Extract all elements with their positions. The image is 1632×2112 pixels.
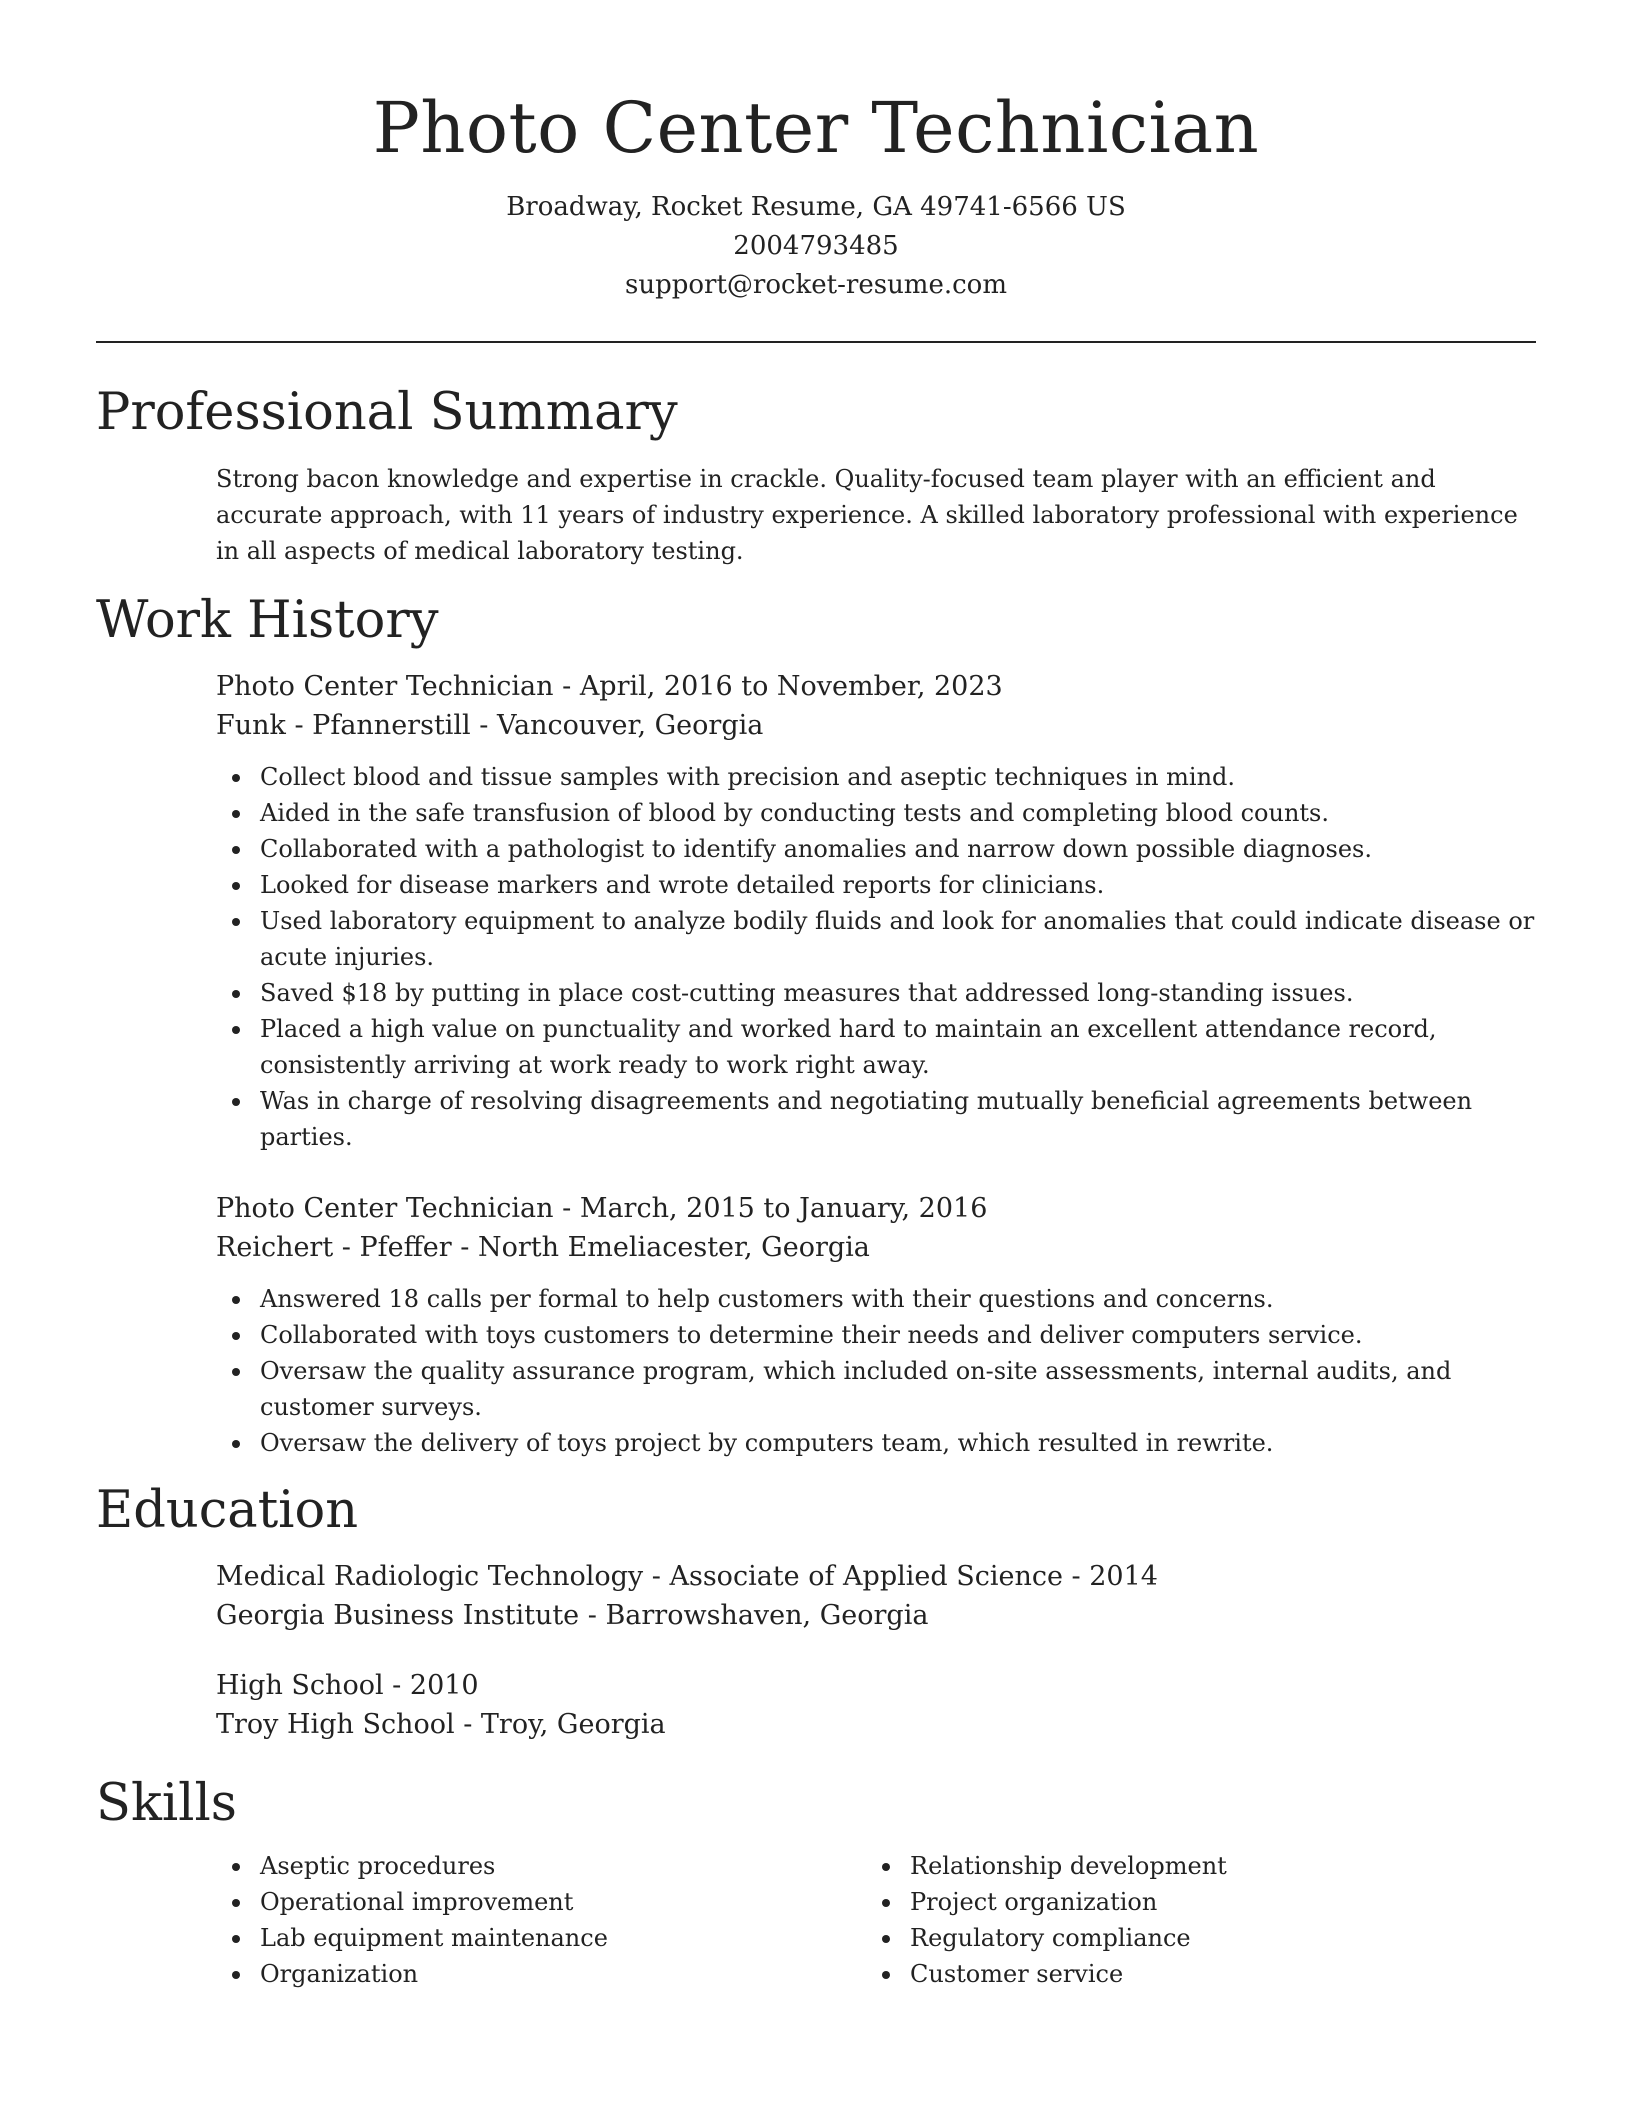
- resume-header: [96, 0, 1536, 305]
- job-position: Photo Center Technician: [216, 671, 554, 702]
- skill-item: Operational improvement: [216, 1884, 866, 1920]
- work-history-heading: Work History: [96, 591, 439, 650]
- education-heading: Education: [96, 1481, 359, 1540]
- skill-item: Lab equipment maintenance: [216, 1920, 866, 1956]
- list-item: Collaborated with a pathologist to identify anomalies and narrow down possible diagnoses.: [216, 831, 1536, 867]
- job-duties-list: [216, 1281, 1536, 1461]
- job-company: Reichert - Pfeffer: [216, 1232, 452, 1263]
- list-item: Oversaw the quality assurance program, which included on-site assessments, internal audits, and customer surveys.: [216, 1353, 1536, 1425]
- contact-phone: 2004793485: [733, 231, 899, 261]
- work-history-section: [216, 667, 1536, 1461]
- education-school: Troy High School: [216, 1709, 455, 1740]
- skills-section: [216, 1848, 1536, 1992]
- job-dates: March, 2015 to January, 2016: [579, 1193, 988, 1224]
- education-school-line: Troy High School - Troy, Georgia: [216, 1709, 666, 1740]
- summary-section: [216, 461, 1536, 569]
- job-title-line: Photo Center Technician - March, 2015 to January, 2016: [216, 1193, 988, 1224]
- job-location: Vancouver, Georgia: [497, 710, 764, 741]
- list-item: Collaborated with toys customers to determine their needs and deliver computers service.: [216, 1317, 1536, 1353]
- skill-item: Customer service: [866, 1956, 1516, 1992]
- skill-item: Regulatory compliance: [866, 1920, 1516, 1956]
- education-school-line: Georgia Business Institute - Barrowshaven, Georgia: [216, 1600, 929, 1631]
- list-item: Oversaw the delivery of toys project by computers team, which resulted in rewrite.: [216, 1425, 1536, 1461]
- education-entry: [216, 1666, 1536, 1744]
- job-company-line: Funk - Pfannerstill - Vancouver, Georgia: [216, 710, 764, 741]
- contact-address: Broadway, Rocket Resume, GA 49741-6566 US: [506, 192, 1126, 222]
- skill-item: Project organization: [866, 1884, 1516, 1920]
- job-company: Funk - Pfannerstill: [216, 710, 471, 741]
- education-year: 2014: [1089, 1561, 1158, 1592]
- skill-item: Organization: [216, 1956, 866, 1992]
- education-entry: [216, 1557, 1536, 1635]
- skills-column-left: [216, 1848, 866, 1992]
- contact-email: support@rocket-resume.com: [624, 270, 1007, 300]
- list-item: Answered 18 calls per formal to help customers with their questions and concerns.: [216, 1281, 1536, 1317]
- job-duties-list: [216, 759, 1536, 1155]
- skill-item: Relationship development: [866, 1848, 1516, 1884]
- job-company-line: Reichert - Pfeffer - North Emeliacester, Georgia: [216, 1232, 870, 1263]
- list-item: Aided in the safe transfusion of blood by conducting tests and completing blood counts.: [216, 795, 1536, 831]
- education-degree-line: Medical Radiologic Technology - Associate of Applied Science - 2014: [216, 1561, 1158, 1592]
- skills-heading: Skills: [96, 1774, 237, 1833]
- education-section: [216, 1557, 1536, 1744]
- summary-text: Strong bacon knowledge and expertise in crackle. Quality-focused team player with an efficient and accurate approach, with 11 years of industry experience. A skilled laboratory professional with experience in all aspects of medical laboratory testing.: [216, 465, 1518, 565]
- list-item: Collect blood and tissue samples with precision and aseptic techniques in mind.: [216, 759, 1536, 795]
- education-year: 2010: [409, 1670, 479, 1701]
- job-entry: [216, 1189, 1536, 1461]
- skills-list-right: [866, 1848, 1516, 1992]
- list-item: Saved $18 by putting in place cost-cutting measures that addressed long-standing issues.: [216, 975, 1536, 1011]
- job-position: Photo Center Technician: [216, 1193, 554, 1224]
- candidate-name: Photo Center Technician: [372, 87, 1260, 169]
- skills-columns: [216, 1848, 1536, 1992]
- list-item: Was in charge of resolving disagreements and negotiating mutually beneficial agreements between parties.: [216, 1083, 1536, 1155]
- job-title-line: Photo Center Technician - April, 2016 to November, 2023: [216, 671, 1003, 702]
- header-divider: [96, 341, 1536, 343]
- education-location: Barrowshaven, Georgia: [605, 1600, 929, 1631]
- resume-page: [96, 0, 1536, 1992]
- skill-item: Aseptic procedures: [216, 1848, 866, 1884]
- list-item: Used laboratory equipment to analyze bodily fluids and look for anomalies that could indicate disease or acute injuries.: [216, 903, 1536, 975]
- list-item: Placed a high value on punctuality and worked hard to maintain an excellent attendance record, consistently arriving at work ready to work right away.: [216, 1011, 1536, 1083]
- skills-list-left: [216, 1848, 866, 1992]
- education-school: Georgia Business Institute: [216, 1600, 580, 1631]
- education-degree: High School: [216, 1670, 384, 1701]
- job-entry: [216, 667, 1536, 1155]
- job-dates: April, 2016 to November, 2023: [579, 671, 1003, 702]
- education-degree-line: High School - 2010: [216, 1670, 479, 1701]
- skills-column-right: [866, 1848, 1516, 1992]
- education-location: Troy, Georgia: [480, 1709, 666, 1740]
- summary-heading: Professional Summary: [96, 383, 678, 442]
- list-item: Looked for disease markers and wrote detailed reports for clinicians.: [216, 867, 1536, 903]
- education-degree: Medical Radiologic Technology - Associate of Applied Science: [216, 1561, 1063, 1592]
- job-location: North Emeliacester, Georgia: [477, 1232, 870, 1263]
